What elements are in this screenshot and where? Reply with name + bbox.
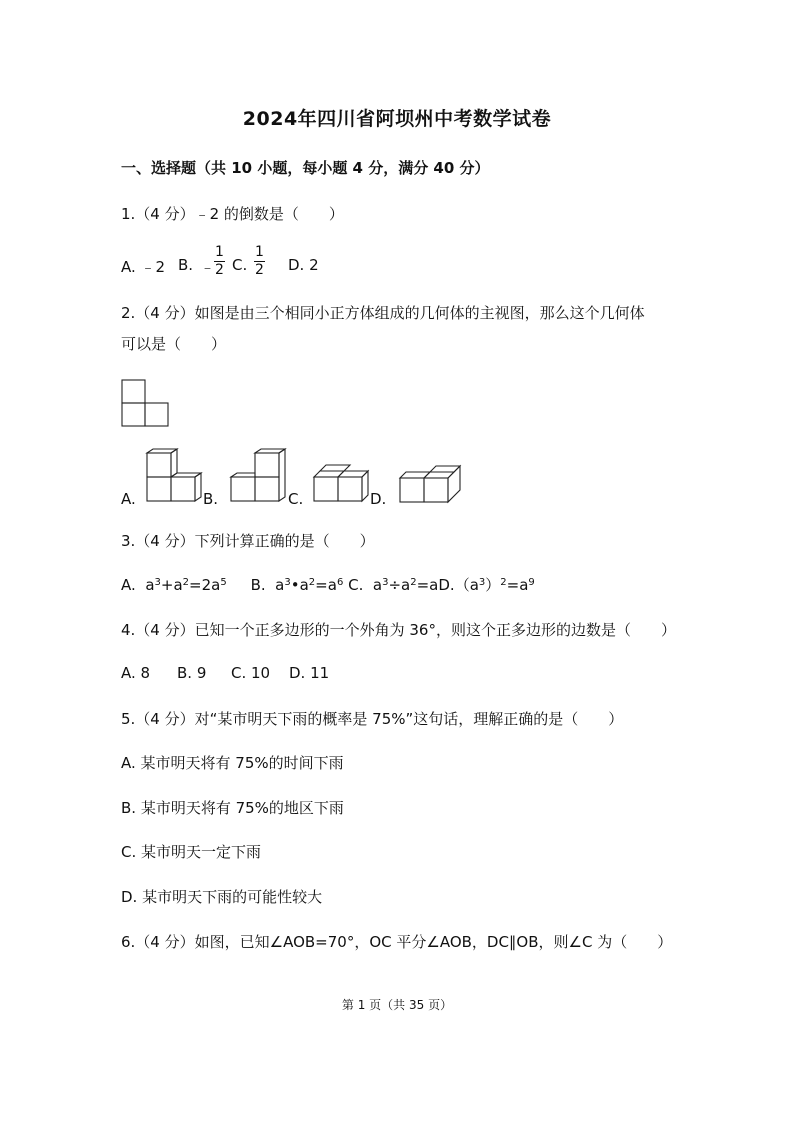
q3-b-dot: •a	[290, 576, 309, 594]
q1-option-d: D. 2	[288, 256, 319, 274]
q5-option-d: D. 某市明天下雨的可能性较大	[121, 888, 323, 906]
question-1-stem: 1.（4 分）﹣2 的倒数是（ ）	[121, 205, 344, 223]
q1-b-denominator: 2	[215, 262, 224, 278]
q4-option-a: A. 8	[121, 664, 151, 682]
q1-option-b-label: B.	[178, 256, 194, 274]
q5-option-b: B. 某市明天将有 75%的地区下雨	[121, 799, 344, 817]
q3-a-exp1: 3	[154, 577, 161, 588]
question-5-stem: 5.（4 分）对“某市明天下雨的概率是 75%”这句话，理解正确的是（ ）	[121, 710, 624, 728]
q3-options	[121, 574, 535, 595]
q4-option-c: C. 10	[231, 664, 271, 682]
q3-d-exp3: 9	[528, 577, 535, 588]
question-4-stem: 4.（4 分）已知一个正多边形的一个外角为 36°，则这个正多边形的边数是（ ）	[121, 621, 676, 639]
q1-c-denominator: 2	[255, 262, 264, 278]
q4-option-d: D. 11	[289, 664, 330, 682]
q3-c-base: a	[372, 576, 383, 594]
q1-b-numerator: 1	[215, 244, 224, 260]
q2-option-c-label: C.	[288, 490, 304, 508]
q5-option-a: A. 某市明天将有 75%的时间下雨	[121, 754, 344, 772]
q3-option-b	[251, 576, 344, 594]
q3-b-exp2: 2	[308, 577, 316, 588]
page-title: 2024年四川省阿坝州中考数学试卷	[242, 108, 552, 130]
q3-c-eq: =a	[416, 576, 439, 594]
q1-c-numerator: 1	[255, 244, 264, 260]
q3-d-exp2: 2	[500, 577, 507, 588]
q4-option-b: B. 9	[177, 664, 207, 682]
q3-a-eq: =2a	[189, 576, 221, 594]
q1-option-c-fraction	[254, 244, 265, 279]
q3-b-base: a	[275, 576, 285, 594]
q3-a-base: a	[145, 576, 155, 594]
q3-a-plus: +a	[160, 576, 183, 594]
q3-c-exp2: 2	[410, 577, 417, 588]
q3-d-label: D.（a	[438, 576, 479, 594]
q3-c-exp1: 3	[382, 577, 389, 588]
q2-option-b-label: B.	[203, 490, 219, 508]
q2-option-d-label: D.	[370, 490, 387, 508]
q3-c-div: ÷a	[388, 576, 411, 594]
question-3-stem: 3.（4 分）下列计算正确的是（ ）	[121, 532, 375, 550]
q3-d-eq: =a	[506, 576, 529, 594]
q3-b-eq: =a	[315, 576, 337, 594]
question-2-stem-line1: 2.（4 分）如图是由三个相同小正方体组成的几何体的主视图，那么这个几何体	[121, 304, 645, 322]
q3-a-label: A.	[121, 576, 136, 594]
q1-option-b-sign: ﹣	[200, 258, 216, 276]
page-footer: 第 1 页（共 35 页）	[341, 998, 453, 1012]
question-6-stem: 6.（4 分）如图，已知∠AOB=70°，OC 平分∠AOB，DC∥OB，则∠C 为（ ）	[121, 933, 673, 951]
q2-option-a-label: A.	[121, 490, 136, 508]
q3-d-exp1: 3	[478, 577, 486, 588]
q3-d-close: ）	[485, 576, 501, 594]
q3-option-a	[121, 576, 227, 594]
q3-c-label: C.	[348, 576, 364, 594]
q2-option-c-cubes	[313, 462, 373, 504]
q5-option-c: C. 某市明天一定下雨	[121, 843, 262, 861]
q3-b-label: B.	[250, 576, 266, 594]
q3-a-exp2: 2	[182, 577, 190, 588]
question-2-stem-line2: 可以是（ ）	[121, 335, 227, 353]
q3-b-exp3: 6	[336, 577, 344, 588]
section-heading: 一、选择题（共 10 小题，每小题 4 分，满分 40 分）	[121, 159, 490, 177]
q2-option-b-cubes	[230, 449, 290, 505]
q3-option-d	[438, 576, 534, 594]
q1-option-a: A. ﹣2	[121, 258, 166, 276]
q2-option-a-cubes	[146, 449, 206, 505]
q1-option-b-fraction	[214, 244, 225, 279]
q2-front-view-figure	[121, 379, 171, 429]
q3-option-c	[348, 576, 438, 594]
q3-b-exp1: 3	[284, 577, 291, 588]
q3-a-exp3: 5	[220, 577, 227, 588]
q1-option-c-label: C.	[232, 256, 248, 274]
q2-option-d-cubes	[399, 464, 463, 506]
